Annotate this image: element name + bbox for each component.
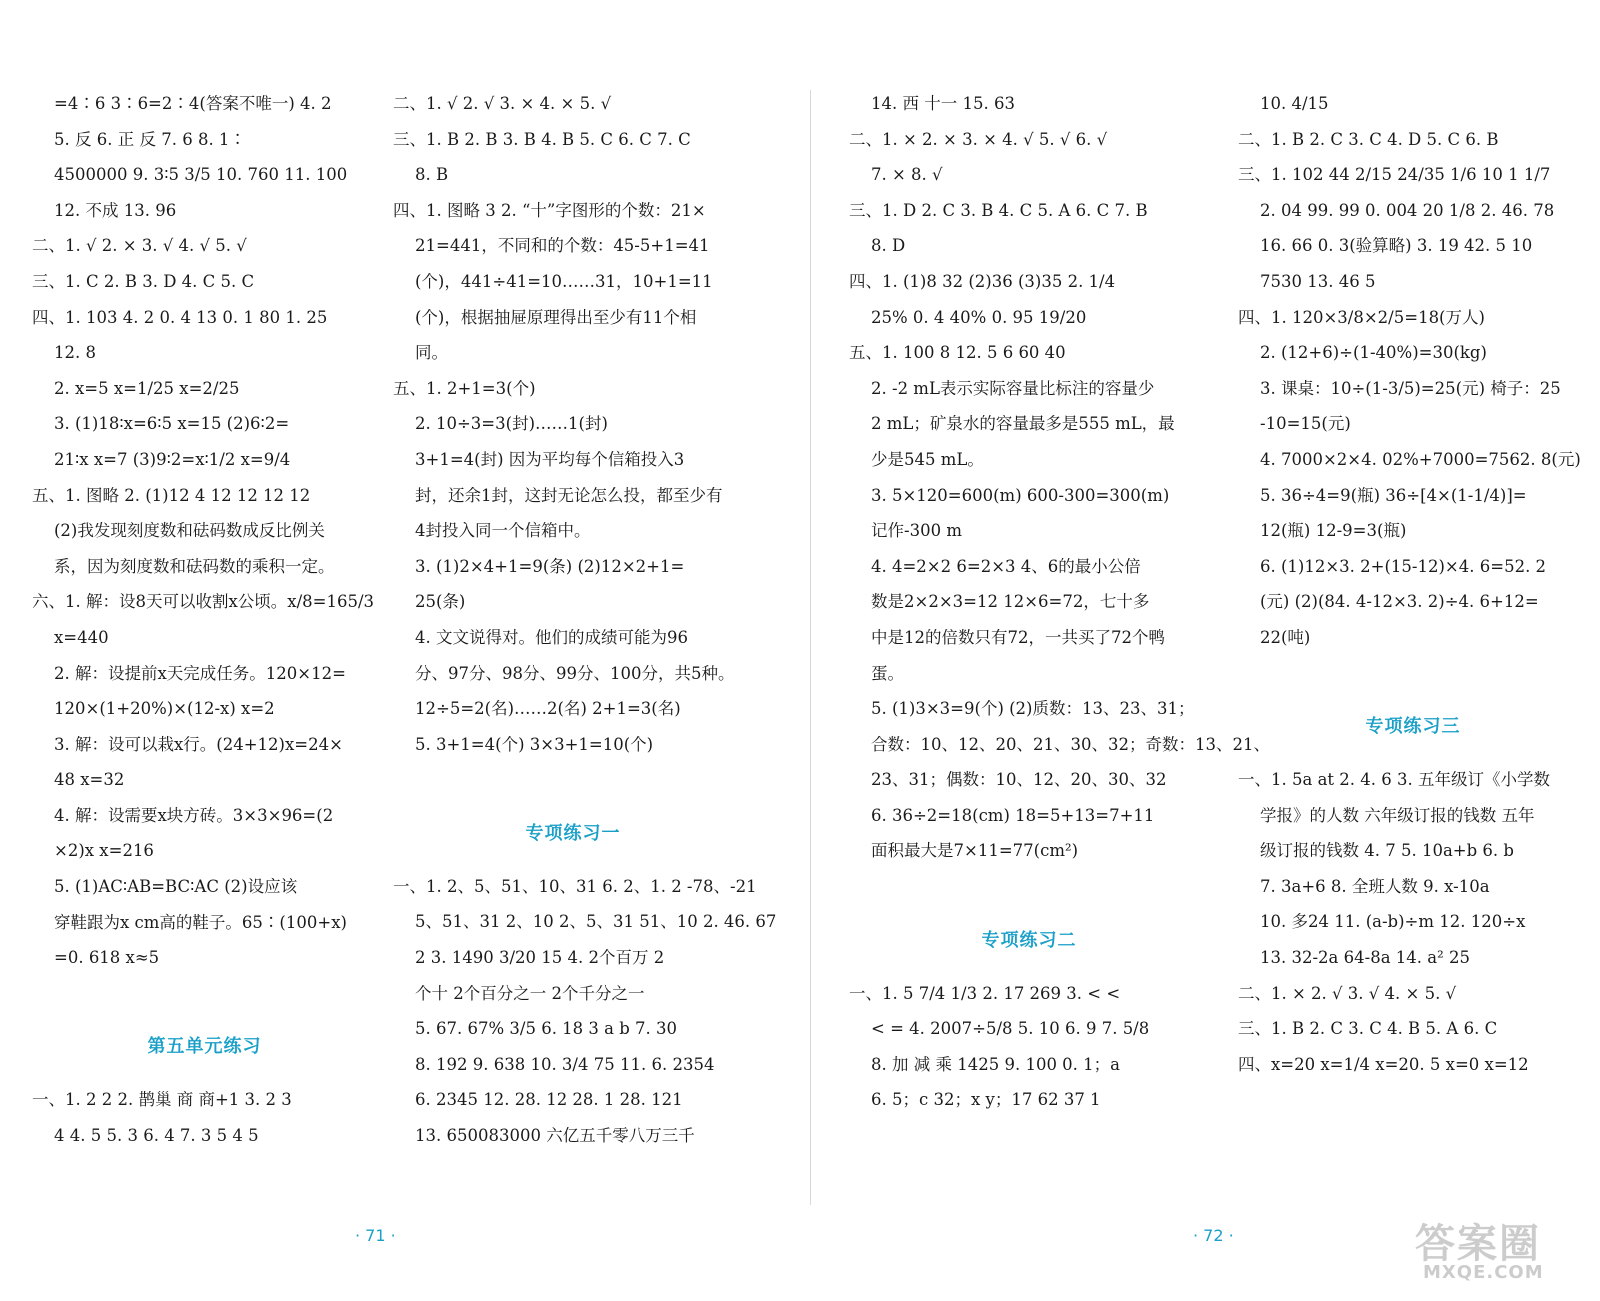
- answer-line: (元) (2)(84. 4-12×3. 2)÷4. 6+12=: [1260, 592, 1539, 612]
- answer-line: 7. 3a+6 8. 全班人数 9. x-10a: [1260, 876, 1490, 896]
- section-heading: 专项练习一: [525, 822, 621, 844]
- answer-line: 5. 36÷4=9(瓶) 36÷[4×(1-1/4)]=: [1260, 485, 1527, 505]
- answer-line: 六、1. 解：设8天可以收割x公顷。x/8=165/3: [32, 592, 375, 612]
- answer-line: 同。: [415, 343, 448, 363]
- answer-line: 4500000 9. 3∶5 3/5 10. 760 11. 100: [54, 165, 348, 185]
- answer-line: 48 x=32: [54, 770, 125, 790]
- answer-line: 四、1. 图略 3 2. “十”字图形的个数：21×: [393, 200, 706, 220]
- answer-line: 五、1. 图略 2. (1)12 4 12 12 12 12: [32, 485, 311, 505]
- answer-line: 120×(1+20%)×(12-x) x=2: [54, 699, 275, 719]
- answer-line: 系，因为刻度数和砝码数的乘积一定。: [54, 556, 335, 576]
- section-heading: 专项练习三: [1365, 716, 1461, 738]
- answer-line: x=440: [54, 627, 109, 647]
- answer-line: 个十 2个百分之一 2个千分之一: [415, 983, 645, 1003]
- answer-line: 3. 5×120=600(m) 600-300=300(m): [871, 485, 1170, 505]
- answer-line: 4 4. 5 5. 3 6. 4 7. 3 5 4 5: [54, 1126, 259, 1146]
- page-number-right: · 72 ·: [1193, 1226, 1234, 1245]
- answer-column-1: [32, 86, 377, 1154]
- answer-line: 3. (1)2×4+1=9(条) (2)12×2+1=: [415, 556, 685, 576]
- answer-line: 2. 解：设提前x天完成任务。120×12=: [54, 663, 346, 683]
- section-heading: 第五单元练习: [147, 1036, 262, 1058]
- answer-line: 12(瓶) 12-9=3(瓶): [1260, 521, 1407, 541]
- answer-line: 8. B: [415, 165, 449, 185]
- answer-line: 22(吨): [1260, 627, 1311, 647]
- answer-line: 封，还余1封，这封无论怎么投，都至少有: [415, 485, 723, 505]
- answer-line: 12. 8: [54, 343, 96, 363]
- answer-line: 二、1. √ 2. √ 3. × 4. × 5. √: [393, 94, 612, 113]
- answer-line: [1238, 656, 1588, 692]
- answer-line: 中是12的倍数只有72，一共买了72个鸭: [871, 627, 1165, 647]
- answer-line: 5. (1)AC∶AB=BC∶AC (2)设应该: [54, 877, 298, 897]
- answer-line: 穿鞋跟为x cm高的鞋子。65∶(100+x): [54, 912, 347, 932]
- answer-line: 6. (1)12×3. 2+(15-12)×4. 6=52. 2: [1260, 556, 1547, 576]
- answer-line: 五、1. 100 8 12. 5 6 60 40: [849, 343, 1066, 363]
- watermark-text: 答案圈: [1415, 1221, 1541, 1267]
- answer-line: 6. 5；c 32；x y；17 62 37 1: [871, 1090, 1101, 1110]
- answer-line: =0. 618 x≈5: [54, 948, 160, 968]
- page-spread-divider: [810, 90, 811, 1205]
- answer-line: 分、97分、98分、99分、100分，共5种。: [415, 663, 735, 683]
- answer-line: 数是2×2×3=12 12×6=72，七十多: [871, 592, 1150, 612]
- answer-line: 五、1. 2+1=3(个): [393, 378, 536, 398]
- answer-line: 2. x=5 x=1/25 x=2/25: [54, 378, 240, 398]
- answer-line: (个)，441÷41=10……31，10+1=11: [415, 271, 713, 291]
- answer-line: 5. 67. 67% 3/5 6. 18 3 a b 7. 30: [415, 1019, 678, 1039]
- answer-line: -10=15(元): [1260, 414, 1351, 434]
- answer-line: 三、1. D 2. C 3. B 4. C 5. A 6. C 7. B: [849, 200, 1148, 220]
- answer-line: 2. 04 99. 99 0. 004 20 1/8 2. 46. 78: [1260, 200, 1555, 220]
- answer-line: 一、1. 2 2 2. 鹊巢 商 商+1 3. 2 3: [32, 1090, 292, 1110]
- answer-line: 5、51、31 2、10 2、5、31 51、10 2. 46. 67: [415, 912, 777, 932]
- answer-line: 二、1. × 2. √ 3. √ 4. × 5. √: [1238, 983, 1457, 1003]
- answer-line: 13. 650083000 六亿五千零八万三千: [415, 1126, 695, 1146]
- answer-line: [393, 762, 753, 798]
- answer-line: 7530 13. 46 5: [1260, 271, 1376, 291]
- answer-line: 21∶x x=7 (3)9∶2=x∶1/2 x=9/4: [54, 449, 291, 469]
- answer-line: 三、1. 102 44 2/15 24/35 1/6 10 1 1/7: [1238, 165, 1551, 185]
- answer-line: 12. 不成 13. 96: [54, 200, 177, 220]
- answer-line: 蛋。: [871, 663, 904, 683]
- answer-line: 一、1. 2、5、51、10、31 6. 2、1. 2 -78、-21: [393, 876, 757, 896]
- answer-line: < = 4. 2007÷5/8 5. 10 6. 9 7. 5/8: [871, 1019, 1150, 1039]
- answer-line: 2. -2 mL表示实际容量比标注的容量少: [871, 378, 1155, 398]
- answer-line: 6. 36÷2=18(cm) 18=5+13=7+11: [871, 805, 1155, 825]
- answer-line: 2 mL；矿泉水的容量最多是555 mL，最: [871, 414, 1175, 434]
- answer-line: 学报》的人数 六年级订报的钱数 五年: [1260, 805, 1535, 825]
- answer-line: (2)我发现刻度数和砝码数成反比例关: [54, 521, 325, 541]
- answer-line: 三、1. B 2. B 3. B 4. B 5. C 6. C 7. C: [393, 129, 691, 149]
- answer-line: 7. × 8. √: [871, 165, 943, 185]
- answer-line: 面积最大是7×11=77(cm²): [871, 841, 1079, 861]
- answer-column-4: [1238, 86, 1588, 1082]
- answer-line: 25% 0. 4 40% 0. 95 19/20: [871, 307, 1087, 327]
- answer-line: 级订报的钱数 4. 7 5. 10a+b 6. b: [1260, 841, 1514, 861]
- answer-line: 4. 7000×2×4. 02%+7000=7562. 8(元): [1260, 449, 1581, 469]
- answer-line: 四、1. 103 4. 2 0. 4 13 0. 1 80 1. 25: [32, 307, 328, 327]
- answer-line: [32, 976, 377, 1012]
- answer-line: 13. 32-2a 64-8a 14. a² 25: [1260, 948, 1470, 968]
- answer-line: 三、1. B 2. C 3. C 4. B 5. A 6. C: [1238, 1019, 1498, 1039]
- answer-line: 记作-300 m: [871, 521, 962, 541]
- answer-line: 10. 4/15: [1260, 94, 1329, 113]
- answer-line: 12÷5=2(名)……2(名) 2+1=3(名): [415, 699, 681, 719]
- page-number-left: · 71 ·: [355, 1226, 396, 1245]
- answer-line: 5. 3+1=4(个) 3×3+1=10(个): [415, 734, 654, 754]
- answer-line: 二、1. B 2. C 3. C 4. D 5. C 6. B: [1238, 129, 1499, 149]
- answer-line: 16. 66 0. 3(验算略) 3. 19 42. 5 10: [1260, 236, 1533, 256]
- answer-line: 二、1. × 2. × 3. × 4. √ 5. √ 6. √: [849, 129, 1108, 149]
- answer-line: 5. 反 6. 正 反 7. 6 8. 1∶: [54, 129, 246, 149]
- answer-line: 4. 4=2×2 6=2×3 4、6的最小公倍: [871, 556, 1141, 576]
- watermark-url: MXQE.COM: [1423, 1262, 1544, 1283]
- answer-line: 少是545 mL。: [871, 449, 984, 469]
- answer-column-3: [849, 86, 1270, 1118]
- answer-line: 二、1. √ 2. × 3. √ 4. √ 5. √: [32, 236, 247, 256]
- answer-line: 3+1=4(封) 因为平均每个信箱投入3: [415, 449, 685, 469]
- answer-line: =4∶6 3∶6=2∶4(答案不唯一) 4. 2: [54, 94, 332, 113]
- answer-line: 3. (1)18∶x=6∶5 x=15 (2)6∶2=: [54, 414, 290, 434]
- answer-line: 2 3. 1490 3/20 15 4. 2个百万 2: [415, 948, 665, 968]
- answer-line: 21=441，不同和的个数：45-5+1=41: [415, 236, 710, 256]
- answer-line: 三、1. C 2. B 3. D 4. C 5. C: [32, 271, 255, 291]
- answer-line: 四、x=20 x=1/4 x=20. 5 x=0 x=12: [1238, 1054, 1529, 1074]
- answer-line: 4. 解：设需要x块方砖。3×3×96=(2: [54, 805, 334, 825]
- site-watermark-logo: [1405, 1212, 1585, 1292]
- answer-line: 23、31；偶数：10、12、20、30、32: [871, 770, 1167, 790]
- answer-line: 6. 2345 12. 28. 12 28. 1 28. 121: [415, 1090, 683, 1110]
- answer-column-2: [393, 86, 777, 1154]
- answer-line: 10. 多24 11. (a-b)÷m 12. 120÷x: [1260, 912, 1526, 932]
- answer-line: 3. 课桌：10÷(1-3/5)=25(元) 椅子：25: [1260, 378, 1561, 398]
- answer-line: 四、1. 120×3/8×2/5=18(万人): [1238, 307, 1485, 327]
- answer-line: 4. 文文说得对。他们的成绩可能为96: [415, 627, 688, 647]
- answer-line: 一、1. 5a at 2. 4. 6 3. 五年级订《小学数: [1238, 770, 1550, 790]
- answer-line: 8. D: [871, 236, 906, 256]
- answer-line: 四、1. (1)8 32 (2)36 (3)35 2. 1/4: [849, 271, 1116, 291]
- answer-line: [849, 869, 1209, 905]
- answer-line: 一、1. 5 7/4 1/3 2. 17 269 3. < <: [849, 983, 1121, 1003]
- answer-line: 25(条): [415, 592, 466, 612]
- section-heading: 专项练习二: [981, 929, 1077, 951]
- answer-line: ×2)x x=216: [54, 841, 154, 861]
- answer-line: (个)，根据抽屉原理得出至少有11个相: [415, 307, 697, 327]
- answer-line: 2. (12+6)÷(1-40%)=30(kg): [1260, 343, 1487, 363]
- answer-line: 5. (1)3×3=9(个) (2)质数：13、23、31；: [871, 699, 1195, 719]
- answer-line: 合数：10、12、20、21、30、32；奇数：13、21、: [871, 734, 1270, 754]
- answer-line: 14. 西 十一 15. 63: [871, 94, 1015, 113]
- answer-line: 4封投入同一个信箱中。: [415, 521, 591, 541]
- answer-line: 2. 10÷3=3(封)……1(封): [415, 414, 608, 434]
- answer-line: 8. 加 减 乘 1425 9. 100 0. 1；a: [871, 1054, 1121, 1074]
- answer-line: 3. 解：设可以栽x行。(24+12)x=24×: [54, 734, 343, 754]
- answer-line: 8. 192 9. 638 10. 3/4 75 11. 6. 2354: [415, 1054, 715, 1074]
